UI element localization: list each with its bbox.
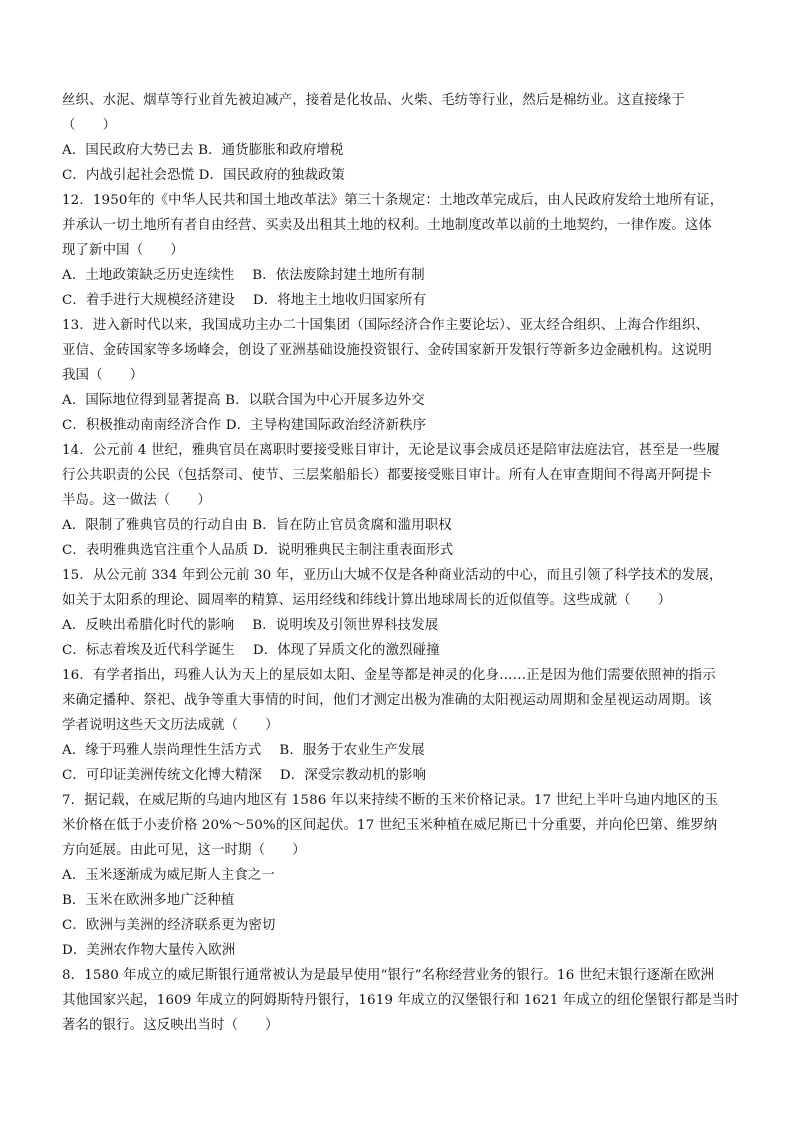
question-7-stem: 7．据记载，在威尼斯的乌迪内地区有 1586 年以来持续不断的玉米价格记录。17 世纪上半叶乌迪内地区的玉	[62, 793, 719, 808]
option-line: C．着手进行大规模经济建设 D．将地主土地收归国家所有	[62, 293, 427, 308]
text-line: 其他国家兴起，1609 年成立的阿姆斯特丹银行，1619 年成立的汉堡银行和 1621 年成立的纽伦堡银行都是当时	[62, 993, 739, 1008]
text-line: （ ）	[62, 118, 117, 133]
question-14-stem: 14．公元前 4 世纪，雅典官员在离职时要接受账目审计，无论是议事会成员还是陪审法庭法官，甚至是一些履	[62, 443, 720, 458]
text-line: 亚信、金砖国家等多场峰会，创设了亚洲基础设施投资银行、金砖国家新开发银行等新多边金融机构。这说明	[62, 343, 712, 358]
question-16-stem: 16．有学者指出，玛雅人认为天上的星辰如太阳、金星等都是神灵的化身……正是因为他们需要依照神的指示	[62, 668, 716, 683]
option-line: A．土地政策缺乏历史连续性 B．依法废除封建土地所有制	[62, 268, 425, 283]
option-line: A．反映出希腊化时代的影响 B．说明埃及引领世界科技发展	[62, 618, 439, 633]
question-8-stem: 8．1580 年成立的威尼斯银行通常被认为是最早使用“银行”名称经营业务的银行。16 世纪末银行逐渐在欧洲	[62, 968, 715, 983]
option-line: B．玉米在欧洲多地广泛种植	[62, 893, 235, 908]
text-line: 现了新中国（ ）	[62, 243, 184, 258]
option-line: A．国民政府大势已去 B．通货膨胀和政府增税	[62, 143, 344, 158]
option-line: A．缘于玛雅人崇尚理性生活方式 B．服务于农业生产发展	[62, 743, 425, 758]
text-line: 来确定播种、祭祀、战争等重大事情的时间，他们才测定出极为准确的太阳视运动周期和金星视运动周期。该	[62, 693, 712, 708]
text-line: 行公共职责的公民（包括祭司、使节、三层桨船船长）都要接受账目审计。所有人在审查期间不得离开阿提卡	[62, 468, 712, 483]
question-13-stem: 13．进入新时代以来，我国成功主办二十国集团（国际经济合作主要论坛）、亚太经合组织、上海合作组织、	[62, 318, 710, 333]
document-body	[62, 88, 739, 1038]
text-line: 我国（ ）	[62, 368, 144, 383]
text-line: 并承认一切土地所有者自由经营、买卖及出租其土地的权利。土地制度改革以前的土地契约，一律作废。这体	[62, 218, 712, 233]
option-line: A．限制了雅典官员的行动自由 B．旨在防止官员贪腐和滥用职权	[62, 518, 452, 533]
option-line: A．玉米逐渐成为威尼斯人主食之一	[62, 868, 275, 883]
option-line: C．积极推动南南经济合作 D．主导构建国际政治经济新秩序	[62, 418, 427, 433]
text-line: 丝织、水泥、烟草等行业首先被迫减产，接着是化妆品、火柴、毛纺等行业，然后是棉纺业。这直接缘于	[62, 93, 685, 108]
text-line: 学者说明这些天文历法成就（ ）	[62, 718, 279, 733]
text-line: 著名的银行。这反映出当时（ ）	[62, 1018, 279, 1033]
option-line: C．表明雅典选官注重个人品质 D．说明雅典民主制注重表面形式	[62, 543, 454, 558]
text-line: 如关于太阳系的理论、圆周率的精算、运用经线和纬线计算出地球周长的近似值等。这些成就（ ）	[62, 593, 672, 608]
option-line: C．标志着埃及近代科学诞生 D．体现了异质文化的激烈碰撞	[62, 643, 440, 658]
option-line: D．美洲农作物大量传入欧洲	[62, 943, 236, 958]
option-line: A．国际地位得到显著提高 B．以联合国为中心开展多边外交	[62, 393, 425, 408]
option-line: C．欧洲与美洲的经济联系更为密切	[62, 918, 276, 933]
question-15-stem: 15．从公元前 334 年到公元前 30 年，亚历山大城不仅是各种商业活动的中心，而且引领了科学技术的发展，	[62, 568, 723, 583]
text-line: 半岛。这一做法（ ）	[62, 493, 211, 508]
option-line: C．内战引起社会恐慌 D．国民政府的独裁政策	[62, 168, 345, 183]
text-line: 米价格在低于小麦价格 20%～50%的区间起伏。17 世纪玉米种植在威尼斯已十分重要，并向伦巴第、维罗纳	[62, 818, 718, 833]
question-12-stem: 12．1950年的《中华人民共和国土地改革法》第三十条规定：土地改革完成后，由人民政府发给土地所有证，	[62, 193, 724, 208]
text-line: 方向延展。由此可见，这一时期（ ）	[62, 843, 306, 858]
option-line: C．可印证美洲传统文化博大精深 D．深受宗教动机的影响	[62, 768, 427, 783]
